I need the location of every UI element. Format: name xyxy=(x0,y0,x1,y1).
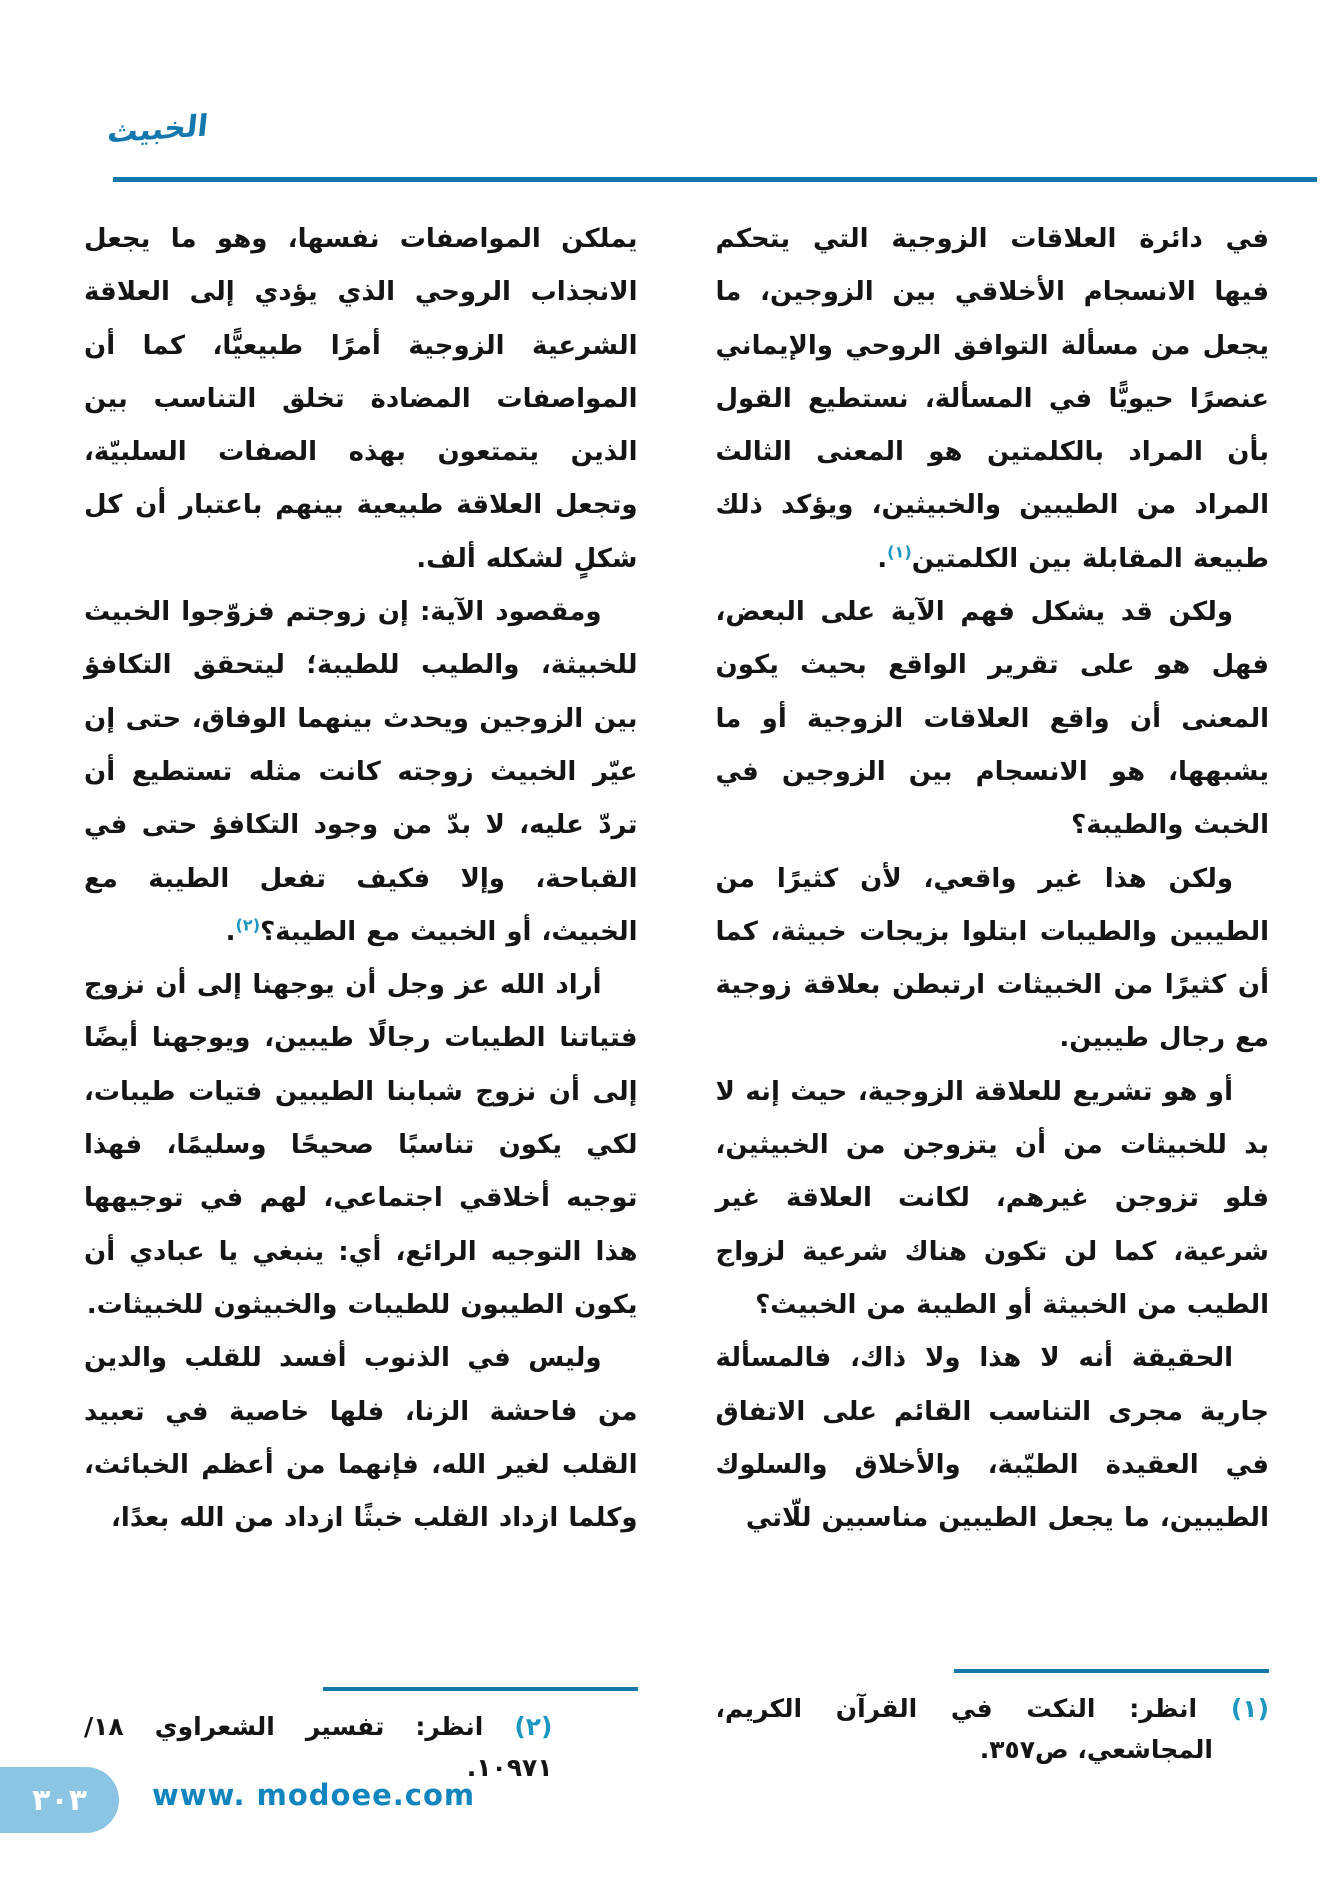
footnote-divider xyxy=(954,1669,1269,1673)
paragraph xyxy=(716,1066,1270,1332)
column-right xyxy=(716,213,1270,1770)
paragraph-tail: . xyxy=(877,543,888,574)
paragraph-text: ولكن هذا غير واقعي، لأن كثيرًا من الطيبين والطيبات ابتلوا بزيجات خبيثة، كما أن كثيرًا من الخبيثات ارتبطن بعلاقة زوجية مع رجال طيبين. xyxy=(715,863,1269,1054)
column-left xyxy=(84,213,638,1782)
paragraph-text: الحقيقة أنه لا هذا ولا ذاك، فالمسألة جارية مجرى التناسب القائم على الاتفاق في العقيدة الطيّبة، والأخلاق والسلوك الطيبين، ما يجعل الطيبين مناسبين للّاتي xyxy=(715,1343,1269,1534)
paragraph xyxy=(716,853,1270,1066)
paragraph-text: في دائرة العلاقات الزوجية التي يتحكم فيها الانسجام الأخلاقي بين الزوجين، ما يجعل من مسألة التوافق الروحي والإيماني عنصرًا حيويًّا في المسألة، نستطيع القول بأن المراد بالكلمتين هو المعنى الثالث المراد من الطيبين والخبيثين، ويؤكد ذلك طبيعة المقابلة بين الكلمتين xyxy=(715,224,1269,574)
running-header-title: الخبيث xyxy=(105,108,210,151)
paragraph xyxy=(84,213,638,586)
paragraph-text: ومقصود الآية: إن زوجتم فزوّجوا الخبيث للخبيثة، والطيب للطيبة؛ ليتحقق التكافؤ بين الزوجين ويحدث بينهما الوفاق، حتى إن عيّر الخبيث زوجته كانت مثله تستطيع أن تردّ عليه، لا بدّ من وجود التكافؤ حتى في القباحة، وإلا فكيف تفعل الطيبة مع الخبيث، أو الخبيث مع الطيبة؟ xyxy=(84,597,638,947)
footnote-2 xyxy=(84,1707,553,1788)
paragraph-text: ولكن قد يشكل فهم الآية على البعض، فهل هو على تقرير الواقع بحيث يكون المعنى أن واقع العلاقات الزوجية أو ما يشبهها، هو الانسجام بين الزوجين في الخبث والطيبة؟ xyxy=(715,597,1269,841)
paragraph xyxy=(84,586,638,959)
paragraph xyxy=(84,1332,638,1545)
footnote-ref-1: (١) xyxy=(887,542,912,562)
header-rule xyxy=(113,177,1317,182)
footnote-marker-2: (٢) xyxy=(514,1712,553,1741)
paragraph-text: وليس في الذنوب أفسد للقلب والدين من فاحشة الزنا، فلها خاصية في تعبيد القلب لغير الله، فإنهما من أعظم الخبائث، وكلما ازداد القلب خبثًا ازداد من الله بعدًا، xyxy=(84,1343,638,1534)
paragraph-text: يملكن المواصفات نفسها، وهو ما يجعل الانجذاب الروحي الذي يؤدي إلى العلاقة الشرعية الزوجية أمرًا طبيعيًّا، كما أن المواصفات المضادة تخلق التناسب بين الذين يتمتعون بهذه الصفات السلبيّة، وتجعل العلاقة طبيعية بينهم باعتبار أن كل شكلٍ لشكله ألف. xyxy=(84,224,638,574)
page-number-badge xyxy=(0,1767,119,1833)
footnote-ref-2: (٢) xyxy=(235,915,261,935)
footnote-text: انظر: تفسير الشعراوي ١٨/ ١٠٩٧١. xyxy=(84,1712,553,1782)
page-number: ٣٠٣ xyxy=(32,1782,87,1818)
paragraph xyxy=(84,959,638,1332)
two-column-text xyxy=(84,213,1269,1782)
paragraph-text: أو هو تشريع للعلاقة الزوجية، حيث إنه لا بد للخبيثات من أن يتزوجن من الخبيثين، فلو تزوجن غيرهم، لكانت العلاقة غير شرعية، كما لن تكون هناك شرعية لزواج الطيب من الخبيثة أو الطيبة من الخبيث؟ xyxy=(715,1076,1269,1320)
footnote-1 xyxy=(716,1689,1270,1770)
footnote-divider xyxy=(323,1687,638,1691)
footnote-marker-1: (١) xyxy=(1230,1694,1269,1723)
paragraph-text: أراد الله عز وجل أن يوجهنا إلى أن نزوج فتياتنا الطيبات رجالًا طيبين، ويوجهنا أيضًا إلى أن نزوج شبابنا الطيبين فتيات طيبات، لكي يكون تناسبًا صحيحًا وسليمًا، فهذا توجيه أخلاقي اجتماعي، لهم في توجيهها هذا التوجيه الرائع، أي: ينبغي يا عبادي أن يكون الطيبون للطيبات والخبيثون للخبيثات. xyxy=(84,970,638,1320)
footnote-text: انظر: النكت في القرآن الكريم، المجاشعي، ص٣٥٧. xyxy=(715,1694,1213,1764)
paragraph-tail: . xyxy=(225,916,236,947)
paragraph xyxy=(716,213,1270,586)
paragraph xyxy=(716,586,1270,852)
footnote-area-right xyxy=(716,1669,1270,1770)
paragraph xyxy=(716,1332,1270,1545)
footnote-area-left xyxy=(84,1687,638,1788)
website-url: www. modoee.com xyxy=(152,1778,476,1812)
